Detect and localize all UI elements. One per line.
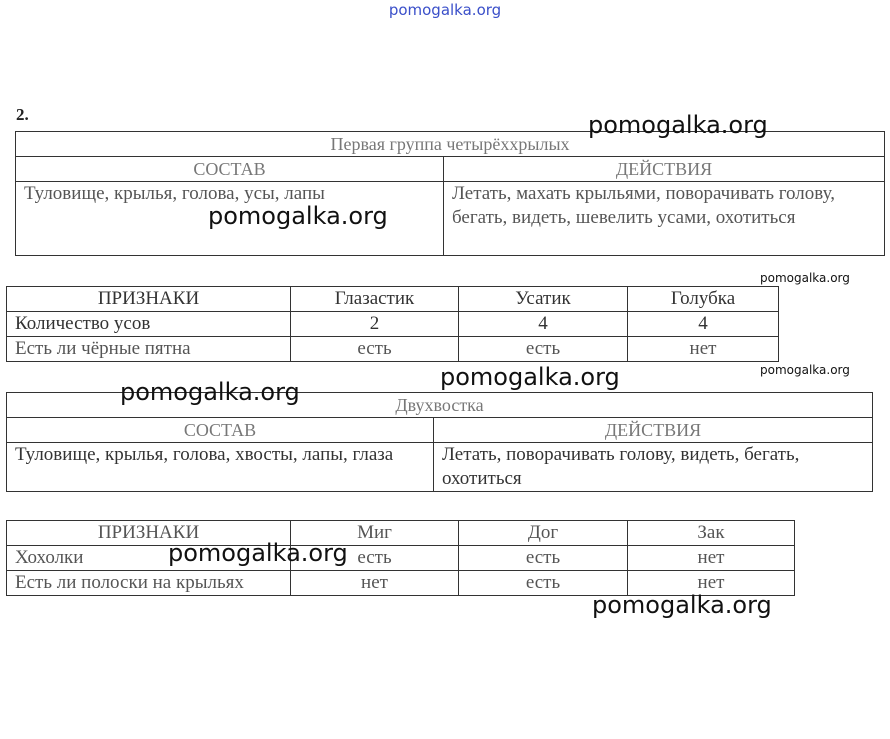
cell-value: нет	[628, 337, 779, 362]
watermark: pomogalka.org	[208, 202, 388, 230]
watermark: pomogalka.org	[440, 363, 620, 391]
header-deistviya: ДЕЙСТВИЯ	[444, 157, 885, 182]
watermark-small: pomogalka.org	[760, 271, 850, 285]
row-label: Количество усов	[7, 312, 291, 337]
cell-value: нет	[628, 546, 795, 571]
header-golubka: Голубка	[628, 287, 779, 312]
table-features-1	[6, 286, 779, 362]
cell-value: нет	[628, 571, 795, 596]
table-row	[7, 546, 795, 571]
watermark: pomogalka.org	[168, 539, 348, 567]
table-title: Двухвостка	[7, 393, 873, 418]
row-label: Хохолки	[7, 546, 291, 571]
table-dvuhvostka	[6, 392, 873, 492]
cell-value: 4	[459, 312, 628, 337]
header-deistviya: ДЕЙСТВИЯ	[434, 418, 873, 443]
header-usatik: Усатик	[459, 287, 628, 312]
row-label: Есть ли чёрные пятна	[7, 337, 291, 362]
header-zak: Зак	[628, 521, 795, 546]
watermark: pomogalka.org	[588, 111, 768, 139]
top-watermark: pomogalka.org	[388, 1, 502, 19]
header-sostav: СОСТАВ	[7, 418, 434, 443]
cell-sostav: Туловище, крылья, голова, усы, лапы	[16, 182, 444, 256]
row-label: Есть ли полоски на крыльях	[7, 571, 291, 596]
header-priznaki: ПРИЗНАКИ	[7, 287, 291, 312]
cell-value: нет	[291, 571, 459, 596]
table-header-row	[16, 157, 885, 182]
cell-value: есть	[291, 546, 459, 571]
header-glazastik: Глазастик	[291, 287, 459, 312]
cell-value: есть	[459, 337, 628, 362]
cell-value: есть	[459, 571, 628, 596]
task-number: 2.	[16, 105, 29, 124]
cell-deistviya: Летать, поворачивать голову, видеть, бегать, охотиться	[434, 443, 873, 492]
watermark: pomogalka.org	[120, 378, 300, 406]
header-sostav: СОСТАВ	[16, 157, 444, 182]
header-dog: Дог	[459, 521, 628, 546]
watermark: pomogalka.org	[592, 591, 772, 619]
table-row	[7, 312, 779, 337]
cell-value: есть	[291, 337, 459, 362]
table-first-group	[15, 131, 885, 256]
table-features-2	[6, 520, 795, 596]
header-mig: Миг	[291, 521, 459, 546]
cell-value: 2	[291, 312, 459, 337]
table-header-row	[7, 418, 873, 443]
table-row	[7, 443, 873, 492]
table-header-row	[7, 287, 779, 312]
cell-sostav: Туловище, крылья, голова, хвосты, лапы, глаза	[7, 443, 434, 492]
cell-value: 4	[628, 312, 779, 337]
cell-deistviya: Летать, махать крыльями, поворачивать голову, бегать, видеть, шевелить усами, охотиться	[444, 182, 885, 256]
cell-value: есть	[459, 546, 628, 571]
watermark-small: pomogalka.org	[760, 363, 850, 377]
table-row	[16, 182, 885, 256]
header-priznaki: ПРИЗНАКИ	[7, 521, 291, 546]
table-title: Первая группа четырёххрылых	[16, 132, 885, 157]
table-row	[7, 337, 779, 362]
table-header-row	[7, 521, 795, 546]
